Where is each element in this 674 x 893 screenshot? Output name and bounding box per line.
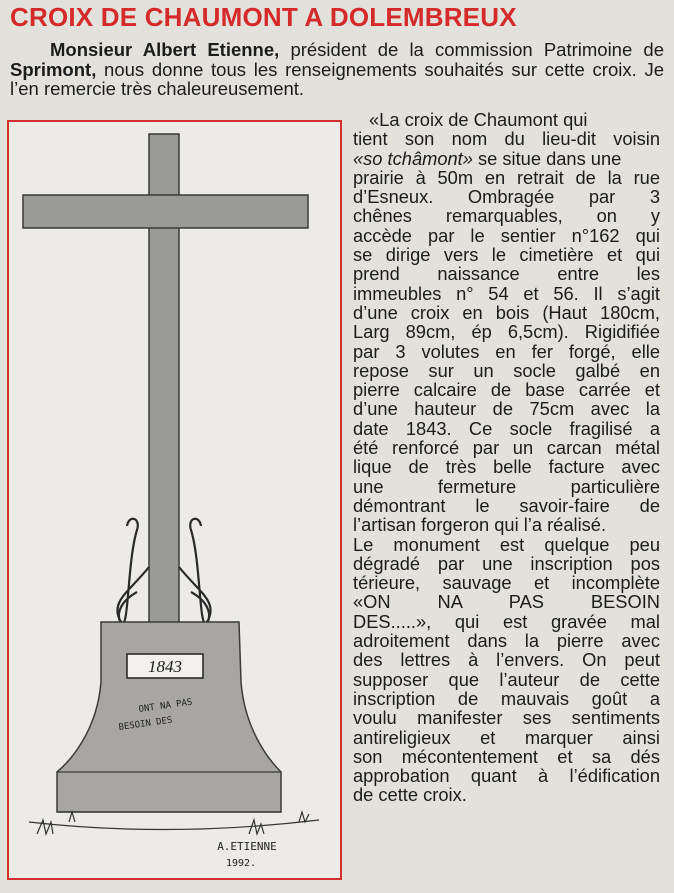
article-line: chênes remarquables, on y xyxy=(353,205,660,227)
inscription-line-1: ONT NA PAS xyxy=(138,697,194,715)
intro-place: Sprimont, xyxy=(10,58,97,80)
intro-text-1: président de la commission Patrimoine de xyxy=(279,39,664,60)
plaque-date: 1843 xyxy=(148,657,182,676)
intro-name: Monsieur Albert Etienne, xyxy=(50,39,280,60)
article-line: accède par le sentier n°162 qui xyxy=(353,224,660,246)
cross-horizontal-beam xyxy=(23,195,308,228)
article-line: l’artisan forgeron qui l’a réalisé. xyxy=(353,514,607,536)
article-line: été renforcé par un carcan métal xyxy=(353,437,660,459)
article-line: par 3 volutes en fer forgé, elle xyxy=(353,340,660,362)
article-line: DES.....», qui est gravée mal xyxy=(353,610,660,632)
article-line: inscription de mauvais goût a xyxy=(353,687,660,709)
article-line: démontrant le savoir-faire de xyxy=(353,494,660,516)
inscription-line-2: BESOIN DES xyxy=(118,715,174,733)
article-line: pierre calcaire de base carrée et xyxy=(353,379,660,401)
article-line: «La croix de Chaumont qui xyxy=(369,109,588,130)
article-line: «so tchâmont» se situe dans une xyxy=(353,147,622,169)
article-line: voulu manifester ses sentiments xyxy=(353,707,660,729)
article-line: d’une croix en bois (Haut 180cm, xyxy=(353,301,660,323)
artist-signature: A.ETIENNE xyxy=(217,840,277,853)
article-line: «ON NA PAS BESOIN xyxy=(353,591,660,613)
article-line: d’Esneux. Ombragée par 3 xyxy=(353,186,660,208)
article-line: antireligieux et marquer ainsi xyxy=(353,726,660,748)
cross-illustration xyxy=(7,120,342,880)
article-body xyxy=(353,110,660,805)
intro-text-2: nous donne tous les renseignements souhaités sur cette croix. Je l’en remercie très chaleureusement. xyxy=(10,58,664,99)
article-line: une fermeture particulière xyxy=(353,475,660,497)
article-line: d’une hauteur de 75cm avec la xyxy=(353,398,660,420)
article-line: dégradé par une inscription pos xyxy=(353,552,660,574)
article-line: repose sur un socle galbé en xyxy=(353,359,660,381)
artist-year: 1992. xyxy=(225,858,257,869)
article-line: lique de très belle facture avec xyxy=(353,456,660,478)
article-line: prend naissance entre les xyxy=(353,263,660,285)
cross-drawing xyxy=(9,122,340,878)
article-line: Larg 89cm, ép 6,5cm). Rigidifiée xyxy=(353,321,660,343)
article-line: Le monument est quelque peu xyxy=(353,533,660,555)
article-line: son mécontentement et sa dés xyxy=(353,745,660,767)
article-line: térieure, sauvage et incomplète xyxy=(353,572,660,594)
article-line: se dirige vers le cimetière et qui xyxy=(353,244,660,266)
article-line: supposer que l’auteur de cette xyxy=(353,668,660,690)
intro-paragraph xyxy=(10,40,664,99)
article-line: de cette croix. xyxy=(353,784,467,806)
article-line: adroitement dans la pierre avec xyxy=(353,630,660,652)
article-line: approbation quant à l’édification xyxy=(353,765,660,787)
grass-tufts xyxy=(29,812,319,834)
article-line: des lettres à l’envers. On peut xyxy=(353,649,660,671)
article-line: prairie à 50m en retrait de la rue xyxy=(353,166,660,188)
headline: CROIX DE CHAUMONT A DOLEMBREUX xyxy=(10,2,517,32)
article-line: date 1843. Ce socle fragilisé a xyxy=(353,417,660,439)
article-line: tient son nom du lieu-dit voisin xyxy=(353,128,660,150)
article-line: immeubles n° 54 et 56. Il s’agit xyxy=(353,282,660,304)
